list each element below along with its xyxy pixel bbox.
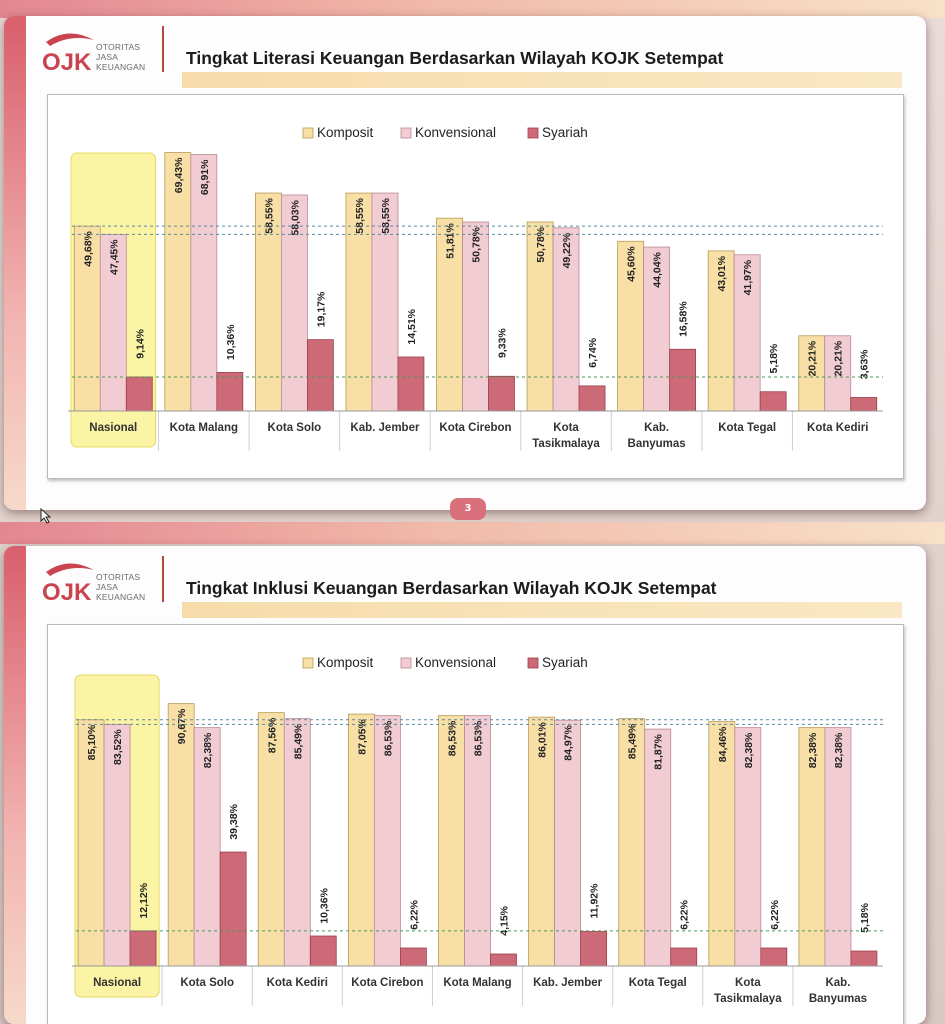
data-label: 41,97% bbox=[742, 259, 755, 296]
legend-label-konvensional: Konvensional bbox=[415, 655, 497, 670]
ojk-logo-icon bbox=[40, 558, 98, 604]
data-label: 58,55% bbox=[263, 198, 276, 234]
data-label: 82,38% bbox=[806, 732, 819, 769]
data-label: 51,81% bbox=[444, 223, 457, 259]
chart-inklusi bbox=[48, 625, 903, 1024]
legend-label-konvensional: Konvensional bbox=[415, 125, 497, 140]
data-label: 11,92% bbox=[588, 883, 601, 919]
category-label: Kota Kediri bbox=[807, 422, 869, 434]
legend-label-komposit: Komposit bbox=[317, 655, 374, 670]
data-label: 50,78% bbox=[535, 226, 548, 263]
legend-label-syariah: Syariah bbox=[542, 125, 588, 140]
svg-text:OJK: OJK bbox=[42, 579, 92, 604]
bar-syariah bbox=[761, 948, 787, 966]
slide-title: Tingkat Literasi Keuangan Berdasarkan Wilayah KOJK Setempat bbox=[186, 48, 724, 68]
ojk-logo-text: OTORITAS JASA KEUANGAN bbox=[96, 42, 146, 72]
category-label: Kota Kediri bbox=[266, 977, 328, 989]
data-label: 83,52% bbox=[112, 729, 125, 765]
data-label: 85,10% bbox=[86, 724, 99, 761]
data-label: 86,53% bbox=[446, 720, 459, 757]
ojk-logo bbox=[40, 28, 170, 84]
data-label: 39,38% bbox=[228, 804, 241, 840]
category-label: Kota Solo bbox=[267, 422, 322, 434]
data-label: 9,33% bbox=[496, 328, 509, 359]
legend-swatch-syariah bbox=[528, 128, 538, 138]
category-label: Banyumas bbox=[808, 993, 868, 1005]
category-label: Kota Cirebon bbox=[439, 422, 512, 434]
slide-title: Tingkat Inklusi Keuangan Berdasarkan Wilayah KOJK Setempat bbox=[186, 578, 717, 598]
bar-syariah bbox=[760, 392, 786, 411]
data-label: 84,97% bbox=[562, 725, 575, 761]
category-label: Kota Malang bbox=[443, 977, 512, 989]
slide-literasi bbox=[4, 16, 926, 510]
data-label: 43,01% bbox=[716, 255, 729, 292]
data-label: 68,91% bbox=[198, 159, 211, 196]
data-label: 85,49% bbox=[626, 723, 639, 760]
ojk-logo-text: OTORITAS JASA KEUANGAN bbox=[96, 572, 146, 602]
legend-swatch-komposit bbox=[303, 658, 313, 668]
data-label: 45,60% bbox=[625, 246, 638, 282]
title-underline bbox=[182, 72, 902, 88]
data-label: 47,45% bbox=[108, 239, 121, 276]
bar-syariah bbox=[579, 386, 605, 411]
background-middle-stripe bbox=[0, 522, 945, 544]
chart-panel-inklusi bbox=[47, 624, 904, 1024]
bar-syariah bbox=[400, 948, 426, 966]
bar-syariah bbox=[126, 377, 152, 411]
data-label: 69,43% bbox=[172, 157, 185, 194]
bar-syariah bbox=[491, 954, 517, 966]
mouse-cursor-icon bbox=[40, 508, 52, 524]
data-label: 81,87% bbox=[652, 734, 665, 770]
page-number-badge: 3 bbox=[450, 498, 486, 520]
data-label: 5,18% bbox=[858, 903, 871, 933]
data-label: 58,03% bbox=[289, 199, 302, 236]
data-label: 5,18% bbox=[768, 343, 781, 374]
data-label: 3,63% bbox=[858, 349, 871, 380]
category-label: Kota Tegal bbox=[628, 977, 687, 989]
category-label: Kab. bbox=[825, 977, 851, 989]
ojk-logo bbox=[40, 558, 170, 614]
title-band bbox=[182, 46, 902, 88]
bar-syariah bbox=[851, 951, 877, 966]
data-label: 50,78% bbox=[470, 226, 483, 263]
category-label: Kota Malang bbox=[169, 422, 239, 434]
chart-panel-literasi bbox=[47, 94, 904, 479]
chart-literasi bbox=[48, 95, 903, 478]
legend-label-syariah: Syariah bbox=[542, 655, 588, 670]
legend-swatch-konvensional bbox=[401, 128, 411, 138]
slide-accent-bar bbox=[4, 546, 26, 1024]
data-label: 6,22% bbox=[408, 900, 421, 930]
data-label: 82,38% bbox=[742, 732, 755, 769]
category-label: Tasikmalaya bbox=[714, 993, 782, 1005]
category-label: Kab. Jember bbox=[533, 977, 603, 989]
ojk-logo-icon bbox=[40, 28, 98, 74]
data-label: 20,21% bbox=[832, 340, 845, 377]
data-label: 12,12% bbox=[138, 882, 151, 919]
data-label: 6,74% bbox=[587, 337, 600, 368]
data-label: 86,53% bbox=[382, 720, 395, 757]
category-label: Kab. Jember bbox=[350, 422, 420, 434]
category-label: Kota bbox=[735, 977, 761, 989]
data-label: 10,36% bbox=[318, 888, 331, 924]
data-label: 10,36% bbox=[224, 324, 237, 361]
data-label: 4,15% bbox=[498, 905, 511, 936]
data-label: 58,55% bbox=[379, 198, 392, 234]
bar-syariah bbox=[307, 340, 333, 411]
bar-syariah bbox=[217, 372, 243, 411]
bar-syariah bbox=[130, 931, 156, 966]
data-label: 6,22% bbox=[678, 900, 691, 930]
bar-syariah bbox=[671, 948, 697, 966]
bar-syariah bbox=[398, 357, 424, 411]
data-label: 9,14% bbox=[134, 328, 147, 359]
data-label: 87,05% bbox=[356, 719, 369, 755]
category-label: Kota Tegal bbox=[718, 422, 777, 434]
category-label: Kota Solo bbox=[180, 977, 235, 989]
bar-syariah bbox=[670, 349, 696, 411]
data-label: 49,22% bbox=[561, 232, 574, 269]
slide-accent-bar bbox=[4, 16, 26, 510]
data-label: 82,38% bbox=[202, 732, 215, 769]
data-label: 90,67% bbox=[176, 708, 189, 745]
data-label: 58,55% bbox=[353, 198, 366, 234]
category-label: Tasikmalaya bbox=[532, 438, 600, 450]
bar-syariah bbox=[851, 397, 877, 411]
data-label: 82,38% bbox=[832, 732, 845, 769]
data-label: 19,17% bbox=[315, 291, 328, 328]
category-label: Kab. bbox=[644, 422, 670, 434]
data-label: 84,46% bbox=[716, 726, 729, 763]
legend-swatch-komposit bbox=[303, 128, 313, 138]
title-underline bbox=[182, 602, 902, 618]
bar-syariah bbox=[489, 376, 515, 411]
logo-divider bbox=[162, 26, 164, 72]
category-label: Banyumas bbox=[627, 438, 686, 450]
data-label: 6,22% bbox=[768, 900, 781, 930]
category-label: Kota bbox=[553, 422, 579, 434]
bar-syariah bbox=[220, 852, 246, 966]
data-label: 44,04% bbox=[651, 252, 664, 288]
data-label: 16,58% bbox=[677, 301, 690, 337]
data-label: 14,51% bbox=[405, 308, 418, 345]
data-label: 86,01% bbox=[536, 722, 549, 758]
slide-inklusi bbox=[4, 546, 926, 1024]
bar-syariah bbox=[581, 932, 607, 966]
title-band bbox=[182, 576, 902, 618]
category-label: Nasional bbox=[89, 422, 138, 434]
data-label: 49,68% bbox=[82, 231, 95, 267]
category-label: Kota Cirebon bbox=[351, 977, 424, 989]
data-label: 85,49% bbox=[292, 723, 305, 760]
bar-syariah bbox=[310, 936, 336, 966]
data-label: 86,53% bbox=[472, 720, 485, 757]
legend-label-komposit: Komposit bbox=[317, 125, 374, 140]
legend-swatch-syariah bbox=[528, 658, 538, 668]
svg-text:OJK: OJK bbox=[42, 49, 92, 74]
category-label: Nasional bbox=[93, 977, 142, 989]
data-label: 20,21% bbox=[806, 340, 819, 377]
legend-swatch-konvensional bbox=[401, 658, 411, 668]
logo-divider bbox=[162, 556, 164, 602]
data-label: 87,56% bbox=[266, 717, 279, 754]
